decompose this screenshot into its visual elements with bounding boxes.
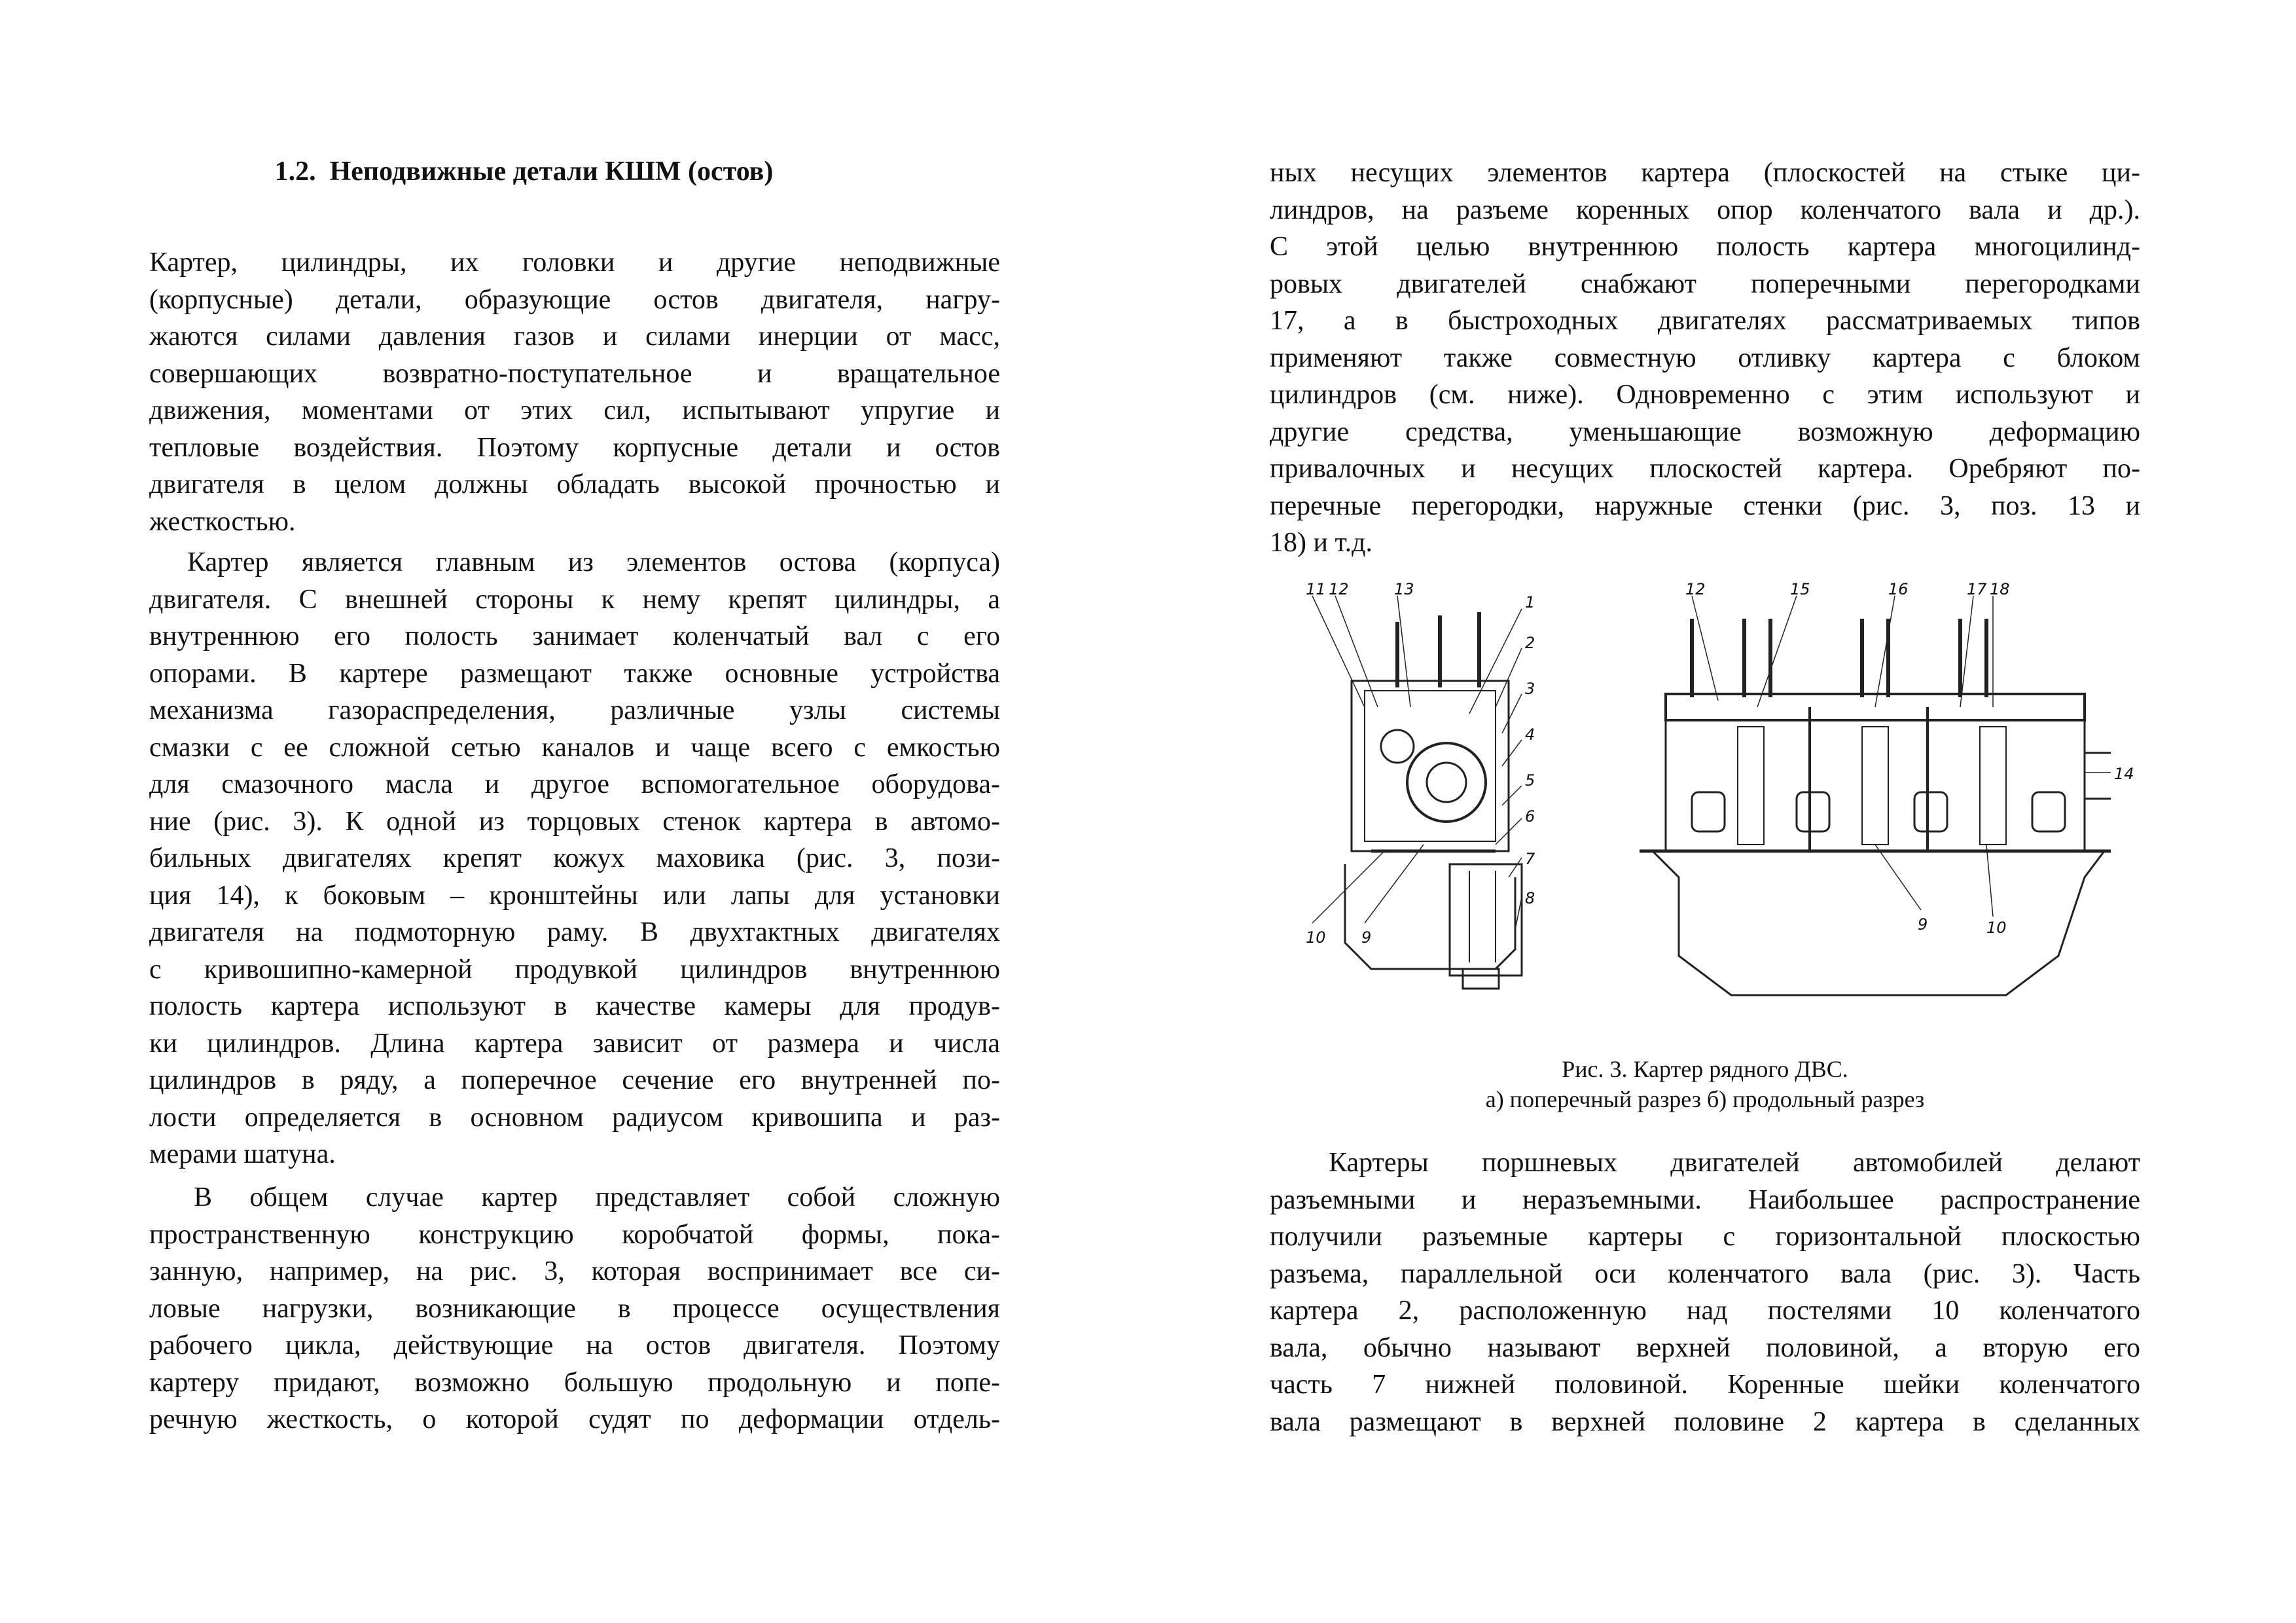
paragraph-line: совершающих возвратно-поступательное и вращательное — [149, 359, 1000, 389]
paragraph-line: вала размещают в верхней половине 2 картера в сделанных — [1270, 1407, 2140, 1437]
paragraph-line: жаются силами давления газов и силами инерции от масс, — [149, 321, 1000, 352]
paragraph-line: лости определяется в основном радиусом кривошипа и раз- — [149, 1103, 1000, 1133]
paragraph-line: применяют также совместную отливку картера с блоком — [1270, 343, 2140, 373]
paragraph-line: часть 7 нижней половиной. Коренные шейки коленчатого — [1270, 1370, 2140, 1400]
paragraph-line: цилиндров в ряду, а поперечное сечение его внутренней по- — [149, 1065, 1000, 1095]
figure-label: 13 — [1394, 580, 1414, 598]
paragraph-line: цилиндров (см. ниже). Одновременно с этим используют и — [1270, 380, 2140, 410]
paragraph-line: бильных двигателях крепят кожух маховика (рис. 3, пози- — [149, 843, 1000, 873]
longitudinal-section-drawing — [1640, 619, 2111, 995]
cross-section-drawing — [1345, 612, 1522, 989]
figure-label: 8 — [1525, 889, 1535, 907]
paragraph-line: двигателя на подмоторную раму. В двухтактных двигателях — [149, 917, 1000, 947]
paragraph-line: занную, например, на рис. 3, которая воспринимает все си- — [149, 1256, 1000, 1286]
paragraph-line: движения, моментами от этих сил, испытывают упругие и — [149, 395, 1000, 426]
paragraph-line: вала, обычно называют верхней половиной, а вторую его — [1270, 1333, 2140, 1363]
crankcase-drawing — [1299, 576, 2150, 1048]
paragraph-line: разъема, параллельной оси коленчатого вала (рис. 3). Часть — [1270, 1259, 2140, 1289]
paragraph-line: внутреннюю его полость занимает коленчатый вал с его — [149, 621, 1000, 651]
figure-label: 6 — [1525, 807, 1535, 826]
paragraph-line: перечные перегородки, наружные стенки (рис. 3, поз. 13 и — [1270, 491, 2140, 521]
paragraph-line: 18) и т.д. — [1270, 528, 1373, 558]
figure-label: 7 — [1525, 850, 1535, 868]
paragraph-line: ки цилиндров. Длина картера зависит от размера и числа — [149, 1029, 1000, 1059]
figure-label: 10 — [1306, 928, 1326, 947]
figure-label: 12 — [1685, 580, 1706, 598]
figure-label: 1 — [1525, 593, 1535, 611]
paragraph-line: другие средства, уменьшающие возможную деформацию — [1270, 417, 2140, 447]
paragraph-line: получили разъемные картеры с горизонтальной плоскостью — [1270, 1222, 2140, 1252]
paragraph-line: смазки с ее сложной сетью каналов и чаще всего с емкостью — [149, 733, 1000, 763]
paragraph-line: двигателя. С внешней стороны к нему крепят цилиндры, а — [149, 585, 1000, 615]
crankcase-figure — [1299, 576, 2150, 1048]
paragraph-line: разъемными и неразъемными. Наибольшее распространение — [1270, 1185, 2140, 1215]
leader-lines — [1312, 596, 2111, 930]
figure-label: 3 — [1525, 680, 1535, 698]
paragraph-line: ровых двигателей снабжают поперечными перегородками — [1270, 269, 2140, 299]
paragraph-line: для смазочного масла и другое вспомогательное оборудова- — [149, 769, 1000, 799]
figure-label: 9 — [1918, 915, 1928, 934]
figure-caption-subtitle: а) поперечный разрез б) продольный разрез — [1485, 1086, 1925, 1112]
figure-label: 17 — [1967, 580, 1987, 598]
figure-caption-title: Рис. 3. Картер рядного ДВС. — [1562, 1056, 1848, 1082]
paragraph-line: тепловые воздействия. Поэтому корпусные детали и остов — [149, 433, 1000, 463]
figure-label: 14 — [2114, 765, 2134, 783]
paragraph-line: полость картера используют в качестве камеры для продув- — [149, 991, 1000, 1021]
figure-label: 5 — [1525, 771, 1535, 790]
paragraph-line: ние (рис. 3). К одной из торцовых стенок картера в автомо- — [149, 807, 1000, 837]
figure-label: 15 — [1790, 580, 1810, 598]
paragraph-line: 17, а в быстроходных двигателях рассматриваемых типов — [1270, 306, 2140, 336]
paragraph-line: Картер, цилиндры, их головки и другие неподвижные — [149, 247, 1000, 278]
paragraph-line: С этой целью внутреннюю полость картера многоцилинд- — [1270, 232, 2140, 262]
figure-label: 16 — [1888, 580, 1909, 598]
paragraph-line: картеру придают, возможно большую продольную и попе- — [149, 1368, 1000, 1398]
paragraph-line: ловые нагрузки, возникающие в процессе осуществления — [149, 1294, 1000, 1324]
figure-label: 12 — [1329, 580, 1349, 598]
figure-label: 2 — [1525, 634, 1535, 652]
paragraph-line: рабочего цикла, действующие на остов двигателя. Поэтому — [149, 1330, 1000, 1360]
paragraph-line: двигателя в целом должны обладать высокой прочностью и — [149, 469, 1000, 500]
paragraph-line: опорами. В картере размещают также основные устройства — [149, 659, 1000, 689]
paragraph-line: (корпусные) детали, образующие остов двигателя, нагру- — [149, 285, 1000, 315]
paragraph-line: мерами шатуна. — [149, 1139, 336, 1169]
paragraph-line: Картеры поршневых двигателей автомобилей делают — [1329, 1148, 2140, 1178]
paragraph-line: речную жесткость, о которой судят по деформации отдель- — [149, 1404, 1000, 1434]
paragraph-line: картера 2, расположенную над постелями 10 коленчатого — [1270, 1296, 2140, 1326]
figure-label: 4 — [1525, 725, 1535, 744]
figure-label: 18 — [1990, 580, 2010, 598]
figure-label: 10 — [1986, 919, 2007, 937]
paragraph-line: Картер является главным из элементов остова (корпуса) — [187, 547, 1000, 577]
paragraph-line: механизма газораспределения, различные узлы системы — [149, 695, 1000, 725]
paragraph-line: с кривошипно-камерной продувкой цилиндров внутреннюю — [149, 955, 1000, 985]
paragraph-line: линдров, на разъеме коренных опор коленчатого вала и др.). — [1270, 195, 2140, 225]
section-heading: 1.2. Неподвижные детали КШМ (остов) — [274, 156, 774, 187]
paragraph-line: пространственную конструкцию коробчатой формы, пока- — [149, 1220, 1000, 1250]
paragraph-line: В общем случае картер представляет собой сложную — [194, 1182, 1000, 1213]
paragraph-line: привалочных и несущих плоскостей картера. Оребряют по- — [1270, 454, 2140, 484]
paragraph-line: ция 14), к боковым – кронштейны или лапы для установки — [149, 881, 1000, 911]
figure-label: 11 — [1306, 580, 1326, 598]
paragraph-line: ных несущих элементов картера (плоскостей на стыке ци- — [1270, 158, 2140, 188]
figure-label: 9 — [1361, 928, 1372, 947]
paragraph-line: жесткостью. — [149, 507, 296, 537]
